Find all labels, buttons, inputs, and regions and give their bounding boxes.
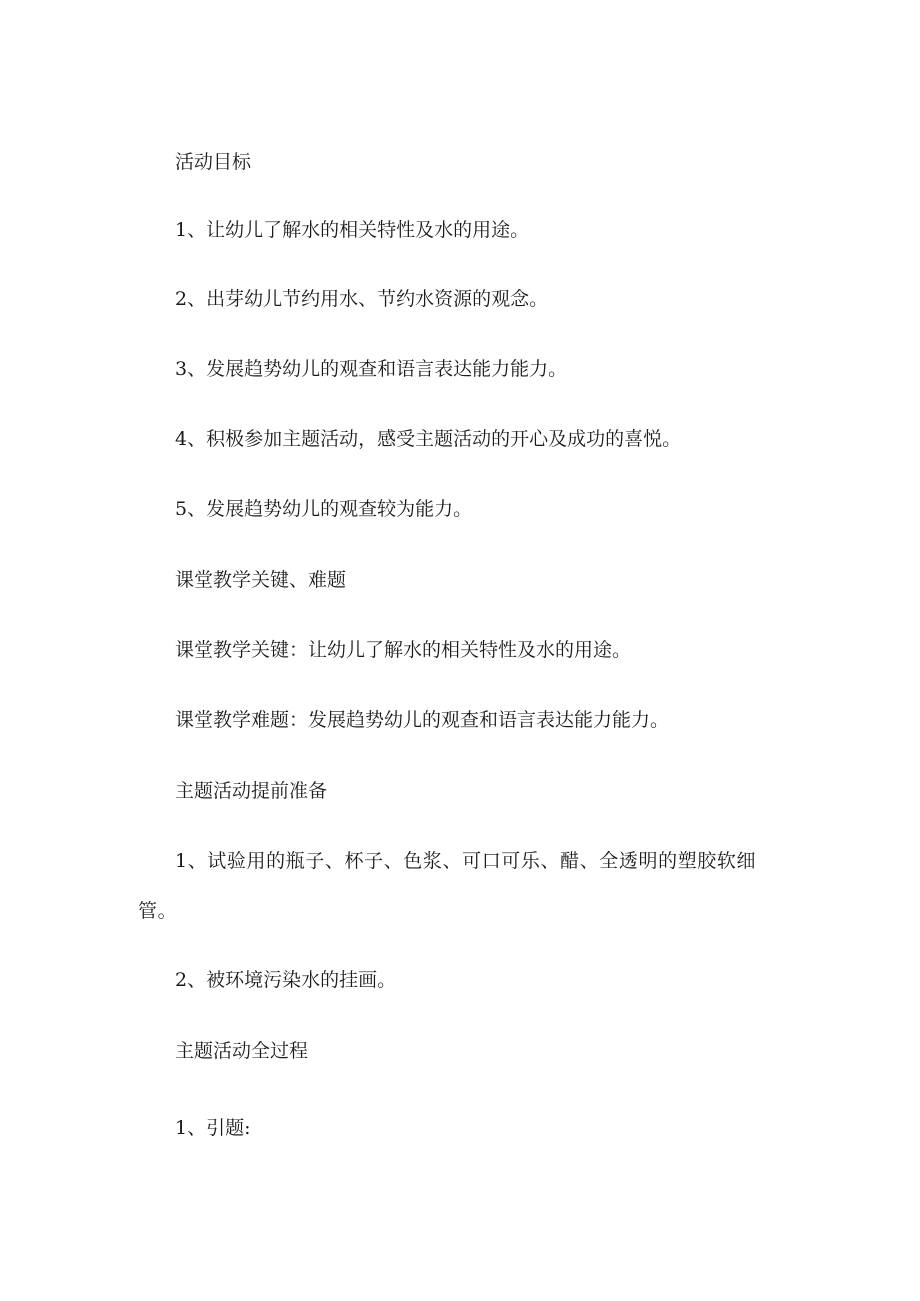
goal-item-4: 4、积极参加主题活动，感受主题活动的开心及成功的喜悦。 — [175, 428, 682, 450]
heading-key-difficult-points: 课堂教学关键、难题 — [175, 569, 347, 591]
goal-item-5: 5、发展趋势幼儿的观查较为能力。 — [175, 498, 473, 520]
process-item-1: 1、引题: — [175, 1117, 251, 1139]
goal-item-3: 3、发展趋势幼儿的观查和语言表达能力能力。 — [175, 358, 568, 380]
heading-activity-process: 主题活动全过程 — [175, 1040, 309, 1062]
key-point-text: 课堂教学关键：让幼儿了解水的相关特性及水的用途。 — [175, 639, 632, 661]
goal-item-1: 1、让幼儿了解水的相关特性及水的用途。 — [175, 219, 530, 241]
preparation-item-1: 1、试验用的瓶子、杯子、色浆、可口可乐、醋、全透明的塑胶软细管。 — [138, 850, 757, 922]
heading-preparation: 主题活动提前准备 — [175, 780, 328, 802]
heading-activity-goals: 活动目标 — [175, 151, 252, 173]
goal-item-2: 2、出芽幼儿节约用水、节约水资源的观念。 — [175, 288, 549, 310]
difficult-point-text: 课堂教学难题：发展趋势幼儿的观查和语言表达能力能力。 — [175, 709, 670, 731]
preparation-item-2: 2、被环境污染水的挂画。 — [175, 969, 397, 991]
